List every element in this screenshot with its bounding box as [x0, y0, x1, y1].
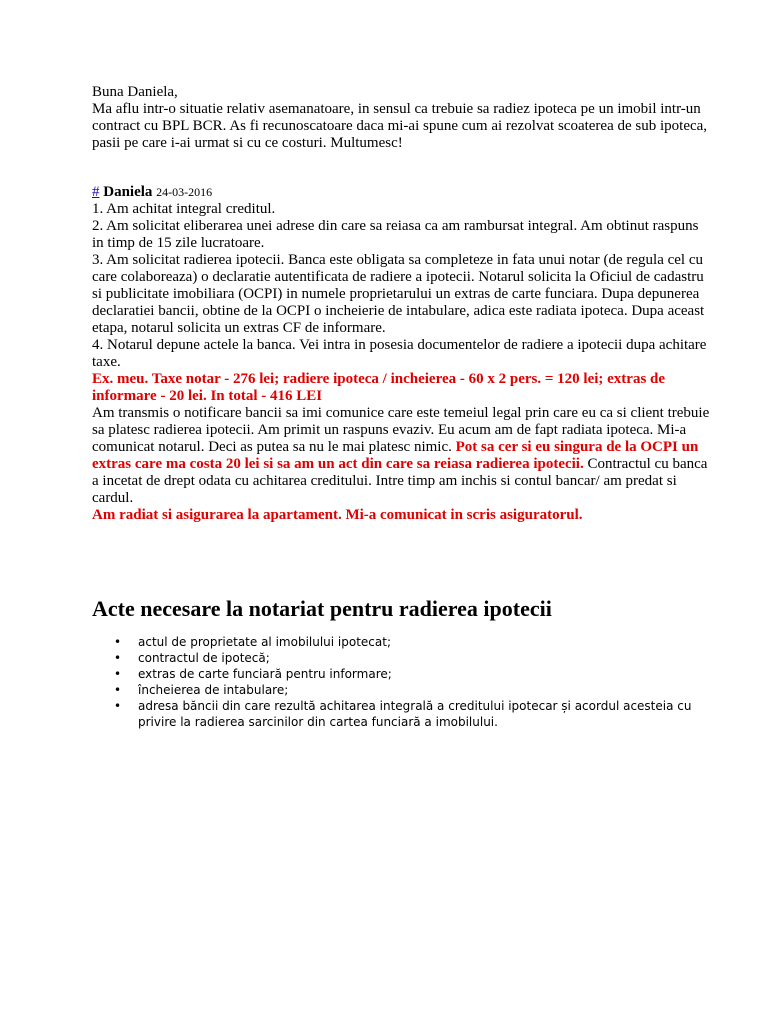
bullet-icon: • — [114, 683, 122, 697]
comment-date: 24-03-2016 — [156, 185, 213, 199]
document-page — [92, 84, 712, 730]
step-1: 1. Am achitat integral creditul. — [92, 201, 276, 217]
bullet-icon: • — [114, 699, 122, 713]
insurance-note: Am radiat si asigurarea la apartament. Mi-a comunicat in scris asiguratorul. — [92, 507, 583, 523]
step-4: 4. Notarul depune actele la banca. Vei intra in posesia documentelor de radiere a ipotecii dupa achitare taxe. — [92, 337, 707, 370]
bullet-icon: • — [114, 635, 122, 649]
step-3: 3. Am solicitat radierea ipotecii. Banca este obligata sa completeze in fata unui notar (de regula cel cu care colaboreaza) o declaratie autentificata de radiere a ipotecii. Notarul solicita la Oficiul de cadastru si publicitate imobiliara (OCPI) in numele proprietarului un extras de carte funciara. Dupa depunerea declaratiei bancii, obtine de la OCPI o incheierie de intabulare, adica este radiata ipoteca. Dupa aceast etapa, notarul solicita un extras CF de informare. — [92, 252, 705, 336]
note-highlight: Pot sa cer si eu singura de la OCPI un extras care ma costa 20 lei si sa am un act din care sa reiasa radierea ipotecii. — [92, 439, 699, 472]
list-item — [114, 650, 712, 666]
salutation: Buna Daniela, — [92, 84, 178, 100]
cost-summary: Ex. meu. Taxe notar - 276 lei; radiere ipoteca / incheierea - 60 x 2 pers. = 120 lei; extras de informare - 20 lei. In total - 416 LEI — [92, 371, 666, 404]
comment-header — [92, 184, 712, 201]
comment-permalink[interactable]: # — [92, 184, 100, 200]
required-documents-list — [92, 634, 712, 730]
list-item — [114, 682, 712, 698]
list-item-text: contractul de ipotecă; — [138, 651, 270, 665]
note-text-start: Am transmis o notificare bancii sa imi comunice care este temeiul legal prin care eu ca si client trebuie sa platesc radierea ipotecii. Am primit un raspuns evaziv. Eu acum am de fapt radiata ipoteca. Mi-a comunicat notarul. Deci as putea sa nu le mai platesc nimic. — [92, 405, 710, 455]
list-item — [114, 698, 712, 730]
comment — [92, 184, 712, 524]
message-body: Ma aflu intr-o situatie relativ asemanatoare, in sensul ca trebuie sa radiez ipoteca pe un imobil intr-un contract cu BPL BCR. As fi recunoscatoare daca mi-ai spune cum ai rezolvat scoaterea de sub ipoteca, pasii pe care i-ai urmat si cu ce costuri. Multumesc! — [92, 101, 708, 151]
reply-message — [92, 84, 712, 152]
list-item-text: încheierea de intabulare; — [138, 683, 289, 697]
list-item — [114, 634, 712, 650]
comment-author: Daniela — [103, 184, 153, 200]
bullet-icon: • — [114, 651, 122, 665]
bank-notification-note — [92, 405, 712, 507]
bullet-icon: • — [114, 667, 122, 681]
note-text-end: Contractul cu banca a incetat de drept odata cu achitarea creditului. Intre timp am inchis si contul bancar/ am predat si cardul. — [92, 456, 708, 506]
step-2: 2. Am solicitat eliberarea unei adrese din care sa reiasa ca am rambursat integral. Am obtinut raspuns in timp de 15 zile lucratoare. — [92, 218, 699, 251]
list-item — [114, 666, 712, 682]
section-title: Acte necesare la notariat pentru radierea ipotecii — [92, 596, 552, 621]
list-item-text: extras de carte funciară pentru informare; — [138, 667, 392, 681]
list-item-text: actul de proprietate al imobilului ipotecat; — [138, 635, 392, 649]
list-item-text: adresa băncii din care rezultă achitarea integrală a creditului ipotecar și acordul acesteia cu privire la radierea sarcinilor din cartea funciară a imobilului. — [138, 699, 692, 729]
